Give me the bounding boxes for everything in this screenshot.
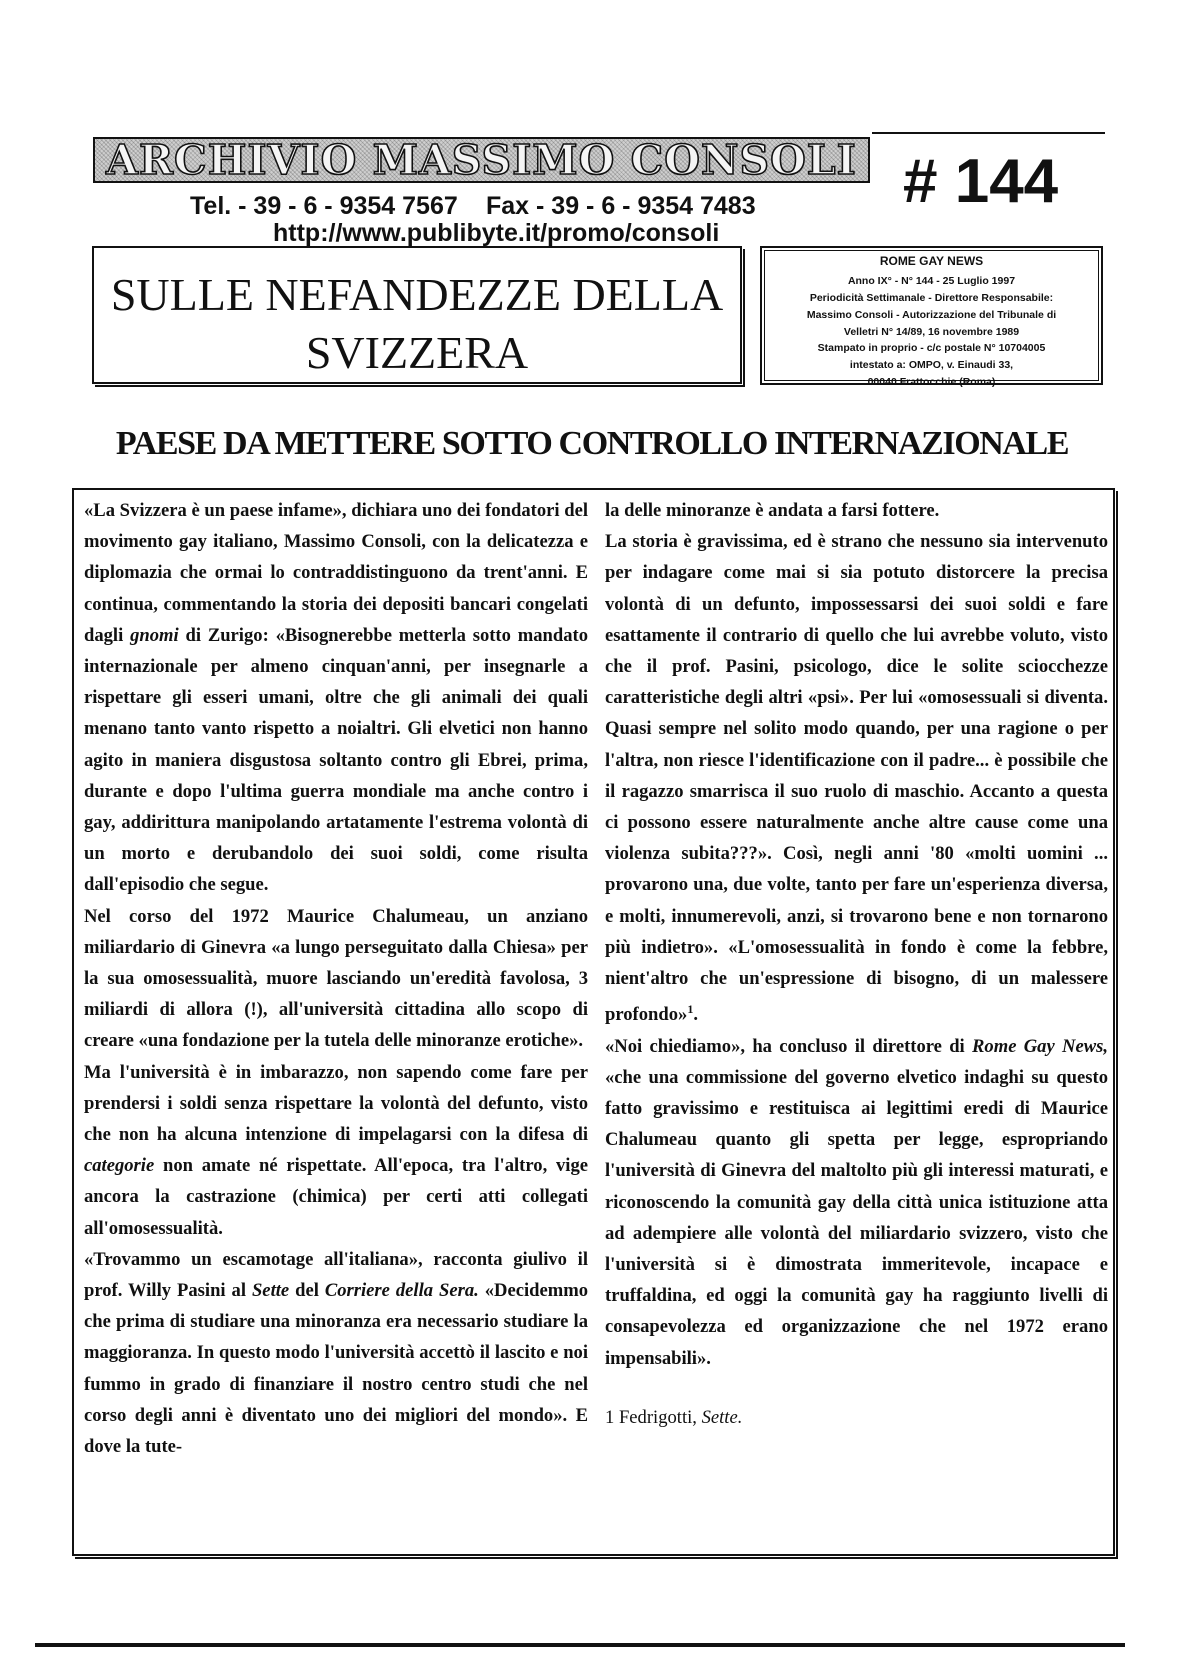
footnote-marker[interactable]: 1 — [687, 1002, 694, 1017]
info-line: Velletri N° 14/89, 16 novembre 1989 — [843, 326, 1020, 338]
fax-number: Fax - 39 - 6 - 9354 7483 — [486, 192, 756, 220]
paragraph: la delle minoranze è andata a farsi fottere. — [605, 500, 940, 521]
paragraph: La storia è gravissima, ed è strano che nessuno sia intervenuto per indagare come mai si sia potuto distorcere la precisa volontà di un defunto, impossessarsi dei suoi soldi e fare esattamente il contrario di quello che lui avrebbe voluto, visto che il prof. Pasini, psicologo, dice le solite sciocchezze caratteristiche degli altri «psi». Per lui «omosessuali si diventa. Quasi sempre nel solito modo quando, per una ragione o per l'altra, non riesce l'identificazione con il padre... è possibile che il ragazzo smarrisca il suo ruolo di maschio. Accanto a questa ci possono essere naturalmente anche altre cause come una violenza subita???». Così, negli anni '80 «molti uomini ... provarono una, due volte, tanto per fare un'esperienza diversa, e molti, innumerevoli, anzi, si trovarono bene e non tornarono più indietro». «L'omosessualità in fondo è come la febbre, nient'altro che un'espressione di bisogno, di un malessere profondo»$^1$. — [605, 531, 1108, 1026]
paragraph: «La Svizzera è un paese infame», dichiara uno dei fondatori del movimento gay italiano, Massimo Consoli, con la delicatezza e diplomazia che ormai lo contraddistinguono da trent'anni. E continua, commentando la storia dei depositi bancari congelati dagli gnomi di Zurigo: «Bisognerebbe metterla sotto mandato internazionale per almeno cinquan'anni, per insegnarle a rispettare gli esseri umani, oltre che gli animali dei quali menano tanto vanto rispetto a noialtri. Gli elvetici non hanno agito in maniera disgustosa soltanto contro gli Ebrei, prima, durante e dopo l'ultima guerra mondiale ma anche contro i gay, addirittura manipolando artatamente l'estrema volontà di un morto e derubandolo dei suoi soldi, come risulta dall'episodio che segue. — [84, 500, 588, 896]
subheadline: PAESE DA METTERE SOTTO CONTROLLO INTERNAZIONALE — [115, 425, 1069, 462]
issue-number: # 144 — [903, 147, 1059, 216]
info-line: Periodicità Settimanale - Direttore Responsabile: — [809, 292, 1054, 304]
masthead-banner — [93, 137, 870, 183]
top-rule — [872, 132, 1105, 134]
info-line: Massimo Consoli - Autorizzazione del Tribunale di — [806, 309, 1057, 321]
article-column-left — [84, 495, 588, 1462]
info-line: Stampato in proprio - c/c postale N° 10704005 — [817, 342, 1046, 354]
paragraph: Ma l'università è in imbarazzo, non sapendo come fare per prendersi i soldi senza rispettare la volontà del defunto, visto che non ha alcuna intenzione di impelagarsi con la difesa di categorie non amate né rispettate. All'epoca, tra l'altro, vige ancora la castrazione (chimica) per certi atti collegati all'omosessualità. — [84, 1061, 588, 1239]
info-line: intestato a: OMPO, v. Einaudi 33, — [849, 359, 1014, 371]
info-line: Anno IX° - N° 144 - 25 Luglio 1997 — [847, 275, 1016, 287]
info-line: 00040 Frattocchie (Roma) — [867, 376, 996, 388]
paragraph: Nel corso del 1972 Maurice Chalumeau, un anziano miliardario di Ginevra «a lungo perseguitato dalla Chiesa» per la sua omosessualità, muore lasciando un'eredità favolosa, 3 miliardi di allora (!), all'università cittadina allo scopo di creare «una fondazione per la tutela delle minoranze erotiche». — [84, 905, 588, 1052]
bottom-rule — [35, 1643, 1125, 1647]
paragraph: «Trovammo un escamotage all'italiana», racconta giulivo il prof. Willy Pasini al Sette del Corriere della Sera. «Decidemmo che prima di studiare una minoranza era necessario studiare la maggioranza. In questo modo l'università accettò il lascito e noi fummo in grado di finanziare il nostro centro studi che nel corso degli anni è diventato uno dei migliori del mondo». E dove la tute- — [84, 1248, 588, 1458]
masthead-title: ARCHIVIO MASSIMO CONSOLI — [106, 136, 857, 184]
article-column-right — [605, 495, 1108, 1433]
phone-number: Tel. - 39 - 6 - 9354 7567 — [190, 192, 458, 220]
headline-line-1: SULLE NEFANDEZZE DELLA — [110, 269, 724, 320]
footnote: 1 Fedrigotti, Sette. — [605, 1406, 743, 1428]
publication-name: ROME GAY NEWS — [879, 254, 984, 268]
paragraph: «Noi chiediamo», ha concluso il direttore di Rome Gay News, «che una commissione del governo elvetico indaghi su questo fatto gravissimo e restituisca ai legittimi eredi di Maurice Chalumeau quanto gli spetta per legge, espropriando l'università di Ginevra del maltolto più gli interessi maturati, e riconoscendo la comunità gay della città unica istituzione atta ad adempiere alle volontà del miliardario svizzero, visto che l'università si è dimostrata immeritevole, incapace e truffaldina, ed oggi la comunità gay ha raggiunto livelli di consapevolezza ed organizzazione che nel 1972 erano impensabili». — [605, 1035, 1108, 1369]
website-link[interactable]: http://www.publibyte.it/promo/consoli — [273, 219, 720, 247]
headline-line-2: SVIZZERA — [305, 327, 529, 378]
